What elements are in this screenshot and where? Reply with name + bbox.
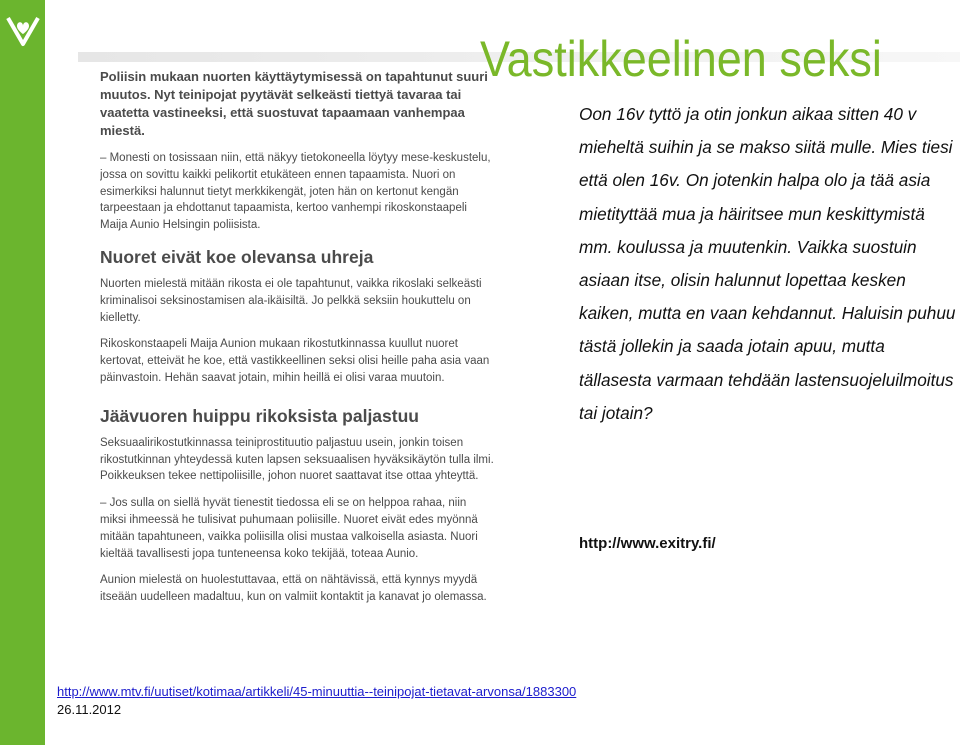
article-heading: Jäävuoren huippu rikoksista paljastuu: [100, 405, 419, 426]
article-paragraph: – Jos sulla on siellä hyvät tienestit tiedossa eli se on helppoa rahaa, niin miksi ihmeessä he tulisivat puhumaan poliisille. Nuoret eivät edes myönnä mitään tapahtuneen, vaikka poliisilla olisi mustaa valkoisella asiasta. Nuori kieltää tavallisesti jopa tunteneensa koko tekijää, toteaa Aunio.: [100, 497, 478, 560]
article-lead: Poliisin mukaan nuorten käyttäytymisessä on tapahtunut suuri muutos. Nyt teinipojat pyytävät selkeästi tiettyä tavaraa tai vaatetta vastineeksi, että suostuvat tapaamaan vanhempaa miestä.: [100, 69, 488, 138]
quote-source-url: http://www.exitry.fi/: [579, 535, 716, 552]
article-source-link[interactable]: http://www.mtv.fi/uutiset/kotimaa/artikkeli/45-minuuttia--teinipojat-tietavat-arvonsa/1883300: [57, 684, 577, 699]
article-paragraph: – Monesti on tosissaan niin, että näkyy tietokoneella löytyy mese-keskustelu, jossa on sovittu kaikki pelikortit etukäteen ennen tapaamista. Nuori on esimerkiksi halunnut tietyt merkkikengät, joten hän on kertonut kengän tarpeestaan ja ehdottanut tapaamista, kertoo vanhempi rikoskonstaapeli Maija Aunio Helsingin poliisista.: [100, 152, 491, 232]
article-heading: Nuoret eivät koe olevansa uhreja: [100, 246, 374, 267]
newspaper-article-clipping: [100, 60, 495, 680]
forum-quote: Oon 16v tyttö ja otin jonkun aikaa sitten 40 v mieheltä suihin ja se makso siitä mulle. Mies tiesi että olen 16v. On jotenkin halpa olo ja tää asia mietityttää mua ja häiritsee mun keskittymistä mm. koulussa ja muutenkin. Vaikka suostuin asiaan itse, olisin halunnut lopettaa kesken kaiken, mutta en vaan kehdannut. Haluisin puhuu tästä jollekin ja saada jotain apuu, mutta tällasesta varmaan tehdään lastensuojeluilmoitus tai jotain?: [579, 104, 956, 423]
article-date: 26.11.2012: [57, 702, 122, 717]
slide-title: Vastikkeelinen seksi: [480, 31, 882, 87]
leaf-heart-logo-icon: [4, 12, 42, 50]
article-paragraph: Seksuaalirikostutkinnassa teiniprostituutio paljastuu usein, jonkin toisen rikostutkinnan yhteydessä kuten lapsen seksuaalisen hyväksikäytön tulla ilmi. Poikkeuksen tekee nettipoliisille, johon nuoret saattavat itse ottaa yhteyttä.: [100, 436, 494, 483]
article-paragraph: Aunion mielestä on huolestuttavaa, että on nähtävissä, että kynnys myydä itseään uudelleen madaltuu, kun on valmiit kontaktit ja kanavat jo olemassa.: [100, 574, 487, 604]
article-paragraph: Rikoskonstaapeli Maija Aunion mukaan rikostutkinnassa kuullut nuoret kertovat, etteivät he koe, että vastikkeellinen seksi olisi heille paha asia vaan päinvastoin. Hehän saavat jotain, mihin heillä ei olisi varaa muutoin.: [100, 338, 490, 384]
green-side-bar: [0, 0, 45, 745]
article-paragraph: Nuorten mielestä mitään rikosta ei ole tapahtunut, vaikka rikoslaki selkeästi kriminalisoi seksinostamisen ala-ikäisiltä. Jo pelkkä seksiin houkuttelu on kielletty.: [100, 277, 482, 324]
